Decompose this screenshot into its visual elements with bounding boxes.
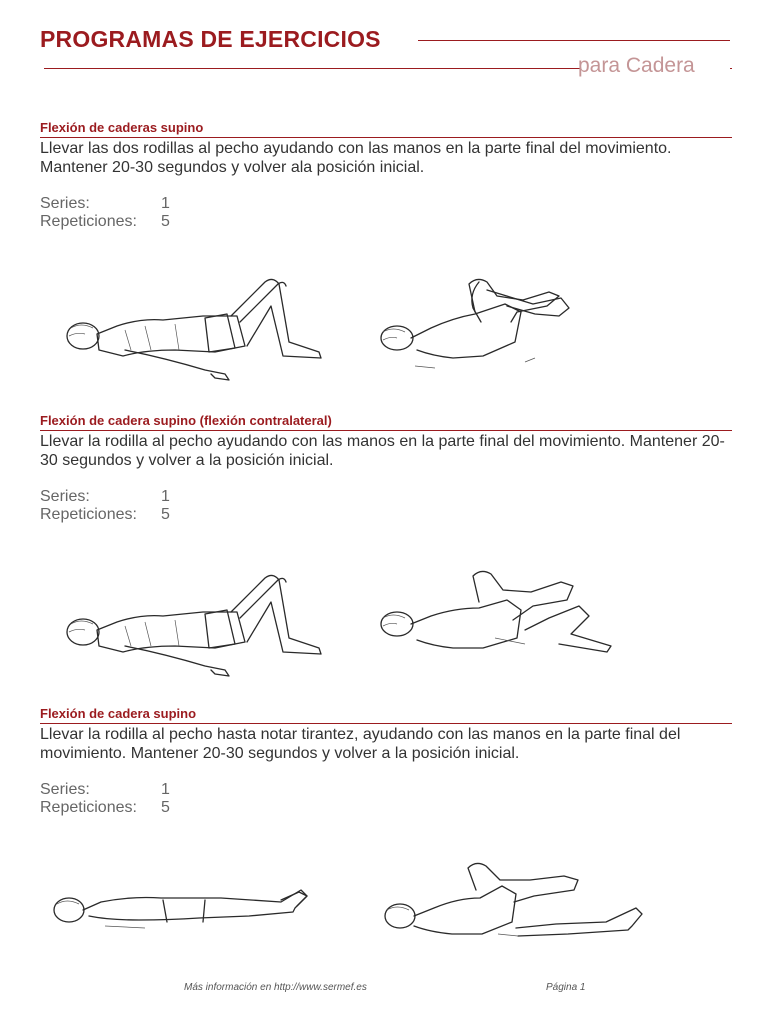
repetitions-value: 5 (161, 799, 170, 816)
illustration-supine-knees-bent (55, 278, 335, 388)
header-rule-bottom (44, 68, 580, 69)
figure-double-knee-to-chest (381, 279, 569, 368)
exercise-title: Flexión de cadera supino (flexión contralateral) (40, 413, 332, 428)
exercise-section-1 (40, 120, 732, 231)
illustration-supine-straight (45, 880, 335, 940)
series-row (40, 488, 732, 506)
exercise-title: Flexión de cadera supino (40, 706, 197, 721)
repetitions-value: 5 (161, 213, 170, 230)
series-label: Series: (40, 195, 90, 212)
page-number: Página 1 (546, 982, 586, 993)
series-row (40, 781, 732, 799)
exercise-title-rule (40, 137, 732, 138)
figure-single-knee-to-chest (381, 571, 611, 652)
exercise-description: Llevar la rodilla al pecho hasta notar tirantez, ayudando con las manos en la parte final del movimiento. Mantener 20-30 segundos y volver a la posición inicial. (40, 726, 681, 762)
series-label: Series: (40, 488, 90, 505)
exercise-title-rule (40, 430, 732, 431)
repetitions-label: Repeticiones: (40, 506, 137, 523)
header-rule-top (418, 40, 730, 41)
footer-info-link[interactable]: Más información en http://www.sermef.es (184, 982, 367, 993)
illustration-single-knee-to-chest (375, 568, 625, 658)
figure-supine-knees-bent (67, 575, 321, 676)
page-subtitle: para Cadera (578, 54, 695, 77)
exercise-parameters (40, 195, 732, 231)
exercise-parameters (40, 781, 732, 817)
repetitions-row (40, 799, 732, 817)
exercise-description: Llevar las dos rodillas al pecho ayudando con las manos en la parte final del movimiento. Mantener 20-30 segundos y volver ala posición inicial. (40, 140, 672, 176)
figure-single-knee-to-chest-straight (385, 863, 642, 936)
exercise-title-rule (40, 723, 732, 724)
illustration-supine-knees-bent (55, 570, 335, 680)
exercise-section-3 (40, 706, 732, 817)
series-value: 1 (161, 488, 170, 505)
illustration-single-knee-to-chest-straight (378, 858, 648, 948)
series-value: 1 (161, 195, 170, 212)
repetitions-value: 5 (161, 506, 170, 523)
repetitions-label: Repeticiones: (40, 213, 137, 230)
exercise-parameters (40, 488, 732, 524)
page-title: PROGRAMAS DE EJERCICIOS (40, 26, 381, 52)
illustration-double-knee-to-chest (375, 276, 585, 376)
exercise-description: Llevar la rodilla al pecho ayudando con las manos en la parte final del movimiento. Mantener 20-30 segundos y volver a la posición inicial. (40, 433, 725, 469)
figure-supine-knees-bent (67, 279, 321, 380)
repetitions-label: Repeticiones: (40, 799, 137, 816)
series-row (40, 195, 732, 213)
series-label: Series: (40, 781, 90, 798)
exercise-title: Flexión de caderas supino (40, 120, 204, 135)
figure-supine-straight (54, 890, 307, 928)
header-rule-end (730, 68, 732, 69)
repetitions-row (40, 506, 732, 524)
series-value: 1 (161, 781, 170, 798)
repetitions-row (40, 213, 732, 231)
exercise-section-2 (40, 413, 732, 524)
